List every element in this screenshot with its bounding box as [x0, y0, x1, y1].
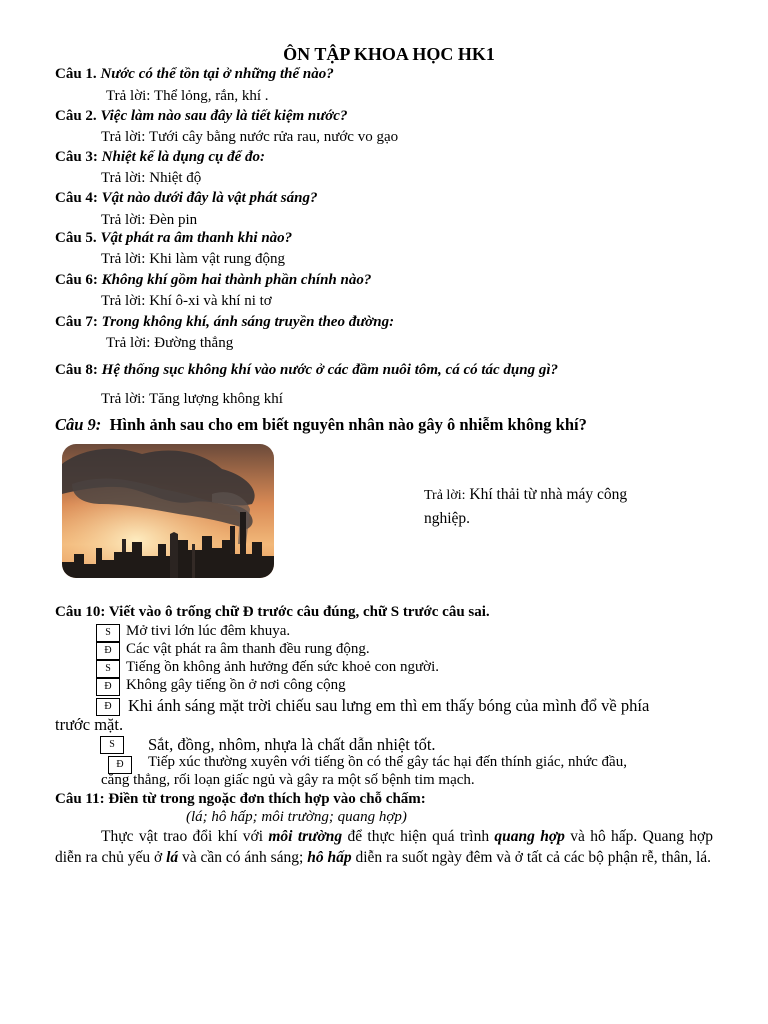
- answer-3: [101, 170, 201, 187]
- answer-prefix: Trả lời:: [101, 293, 146, 309]
- statement: Sắt, đồng, nhôm, nhựa là chất dẫn nhiệt tốt.: [148, 735, 436, 754]
- statement: Tiếp xúc thường xuyên với tiếng ồn có thể gây tác hại đến thính giác, nhức đầu,: [148, 754, 627, 770]
- question-number: Câu 2.: [55, 108, 97, 124]
- answer-text: Đường thẳng: [154, 335, 234, 351]
- page-title: ÔN TẬP KHOA HỌC HK1: [283, 44, 495, 64]
- answer-box[interactable]: Đ: [96, 698, 120, 716]
- text-segment: và hô hấp. Quang hợp diễn ra chủ yếu ở: [55, 828, 713, 866]
- question-5: [55, 230, 292, 247]
- question-number: Câu 6:: [55, 272, 98, 288]
- question-9: [55, 415, 587, 435]
- question-6: [55, 272, 371, 289]
- text-segment: và cần có ánh sáng;: [178, 848, 308, 866]
- question-7: [55, 314, 394, 331]
- question-text: Trong không khí, ánh sáng truyền theo đường:: [101, 314, 395, 330]
- answer-prefix: Trả lời:: [101, 251, 146, 267]
- question-number: Câu 8:: [55, 362, 98, 378]
- answer-8: [101, 391, 283, 408]
- question-text: Nước có thể tồn tại ở những thể nào?: [100, 66, 334, 82]
- question-text: Hình ảnh sau cho em biết nguyên nhân nào gây ô nhiễm không khí?: [109, 415, 587, 434]
- filled-word: quang hợp: [494, 828, 565, 845]
- question-text: Hệ thống sục không khí vào nước ở các đầm nuôi tôm, cá có tác dụng gì?: [101, 362, 559, 378]
- filled-word: môi trường: [268, 828, 343, 845]
- question-1: [55, 66, 334, 83]
- statement: Không gây tiếng ồn ở nơi công cộng: [126, 677, 346, 693]
- question-text: Vật nào dưới đây là vật phát sáng?: [101, 190, 318, 206]
- question-number: Câu 3:: [55, 149, 98, 165]
- question-number: Câu 1.: [55, 66, 97, 82]
- answer-text: Nhiệt độ: [149, 170, 202, 186]
- text-segment: Thực vật trao đổi khí với: [101, 828, 269, 845]
- answer-box[interactable]: S: [96, 660, 120, 678]
- question-8: [55, 362, 558, 379]
- answer-box[interactable]: Đ: [96, 642, 120, 660]
- answer-text: Khí ô-xi và khí ni tơ: [149, 293, 272, 309]
- statement: Tiếng ồn không ảnh hưởng đến sức khoẻ con người.: [126, 659, 440, 675]
- question-11-title: Câu 11: Điền từ trong ngoặc đơn thích hợp vào chỗ chấm:: [55, 791, 426, 807]
- answer-prefix: Trả lời:: [106, 335, 151, 351]
- answer-1: [106, 88, 269, 105]
- statement-cont: trước mặt.: [55, 715, 124, 734]
- answer-9-cont: nghiệp.: [424, 510, 471, 527]
- answer-6: [101, 293, 272, 310]
- answer-prefix: Trả lời:: [101, 212, 146, 228]
- question-4: [55, 190, 317, 207]
- text-segment: diễn ra suốt ngày đêm và ở tất cả các bộ phận rễ, thân, lá.: [351, 848, 712, 866]
- factory-smoke-photo: [62, 444, 274, 578]
- statement: Khi ánh sáng mặt trời chiếu sau lưng em thì em thấy bóng của mình đổ về phía: [128, 696, 650, 715]
- question-number: Câu 5.: [55, 230, 97, 246]
- statement-cont: căng thẳng, rối loạn giấc ngủ và gây ra một số bệnh tim mạch.: [101, 772, 475, 788]
- answer-box[interactable]: Đ: [108, 756, 132, 774]
- statement: Mở tivi lớn lúc đêm khuya.: [126, 623, 291, 639]
- answer-9: [424, 486, 627, 504]
- filled-word: hô hấp: [307, 848, 352, 866]
- answer-prefix: Trả lời:: [101, 129, 146, 145]
- fill-in-paragraph: [55, 827, 713, 868]
- word-options: (lá; hô hấp; môi trường; quang hợp): [186, 809, 407, 825]
- answer-box[interactable]: S: [100, 736, 124, 754]
- answer-text: Tăng lượng không khí: [148, 391, 283, 407]
- answer-prefix: Trả lời:: [101, 170, 146, 186]
- question-number: Câu 4:: [55, 190, 98, 206]
- answer-text: Khi làm vật rung động: [149, 251, 286, 267]
- question-2: [55, 108, 347, 125]
- answer-text: Tưới cây bằng nước rửa rau, nước vo gạo: [148, 129, 399, 145]
- answer-prefix: Trả lời:: [424, 488, 466, 503]
- question-text: Nhiệt kế là dụng cụ để đo:: [101, 149, 266, 165]
- question-text: Không khí gồm hai thành phần chính nào?: [101, 272, 372, 288]
- filled-word: lá: [166, 848, 179, 866]
- answer-text: Khí thải từ nhà máy công: [469, 486, 628, 503]
- statement: Các vật phát ra âm thanh đều rung động.: [126, 641, 370, 657]
- answer-text: Đèn pin: [149, 212, 198, 228]
- answer-7: [106, 335, 233, 352]
- question-10-title: Câu 10: Viết vào ô trống chữ Đ trước câu đúng, chữ S trước câu sai.: [55, 604, 490, 620]
- answer-2: [101, 129, 398, 146]
- answer-box[interactable]: Đ: [96, 678, 120, 696]
- answer-5: [101, 251, 285, 268]
- answer-box[interactable]: S: [96, 624, 120, 642]
- answer-text: Thể lỏng, rắn, khí .: [153, 88, 269, 104]
- answer-prefix: Trả lời:: [106, 88, 151, 104]
- answer-4: [101, 212, 197, 229]
- question-number: Câu 7:: [55, 314, 98, 330]
- question-text: Việc làm nào sau đây là tiết kiệm nước?: [100, 108, 348, 124]
- answer-prefix: Trả lời:: [101, 391, 146, 407]
- question-3: [55, 149, 265, 166]
- text-segment: để thực hiện quá trình: [342, 828, 495, 845]
- question-number: Câu 9:: [55, 415, 102, 434]
- question-text: Vật phát ra âm thanh khi nào?: [100, 230, 293, 246]
